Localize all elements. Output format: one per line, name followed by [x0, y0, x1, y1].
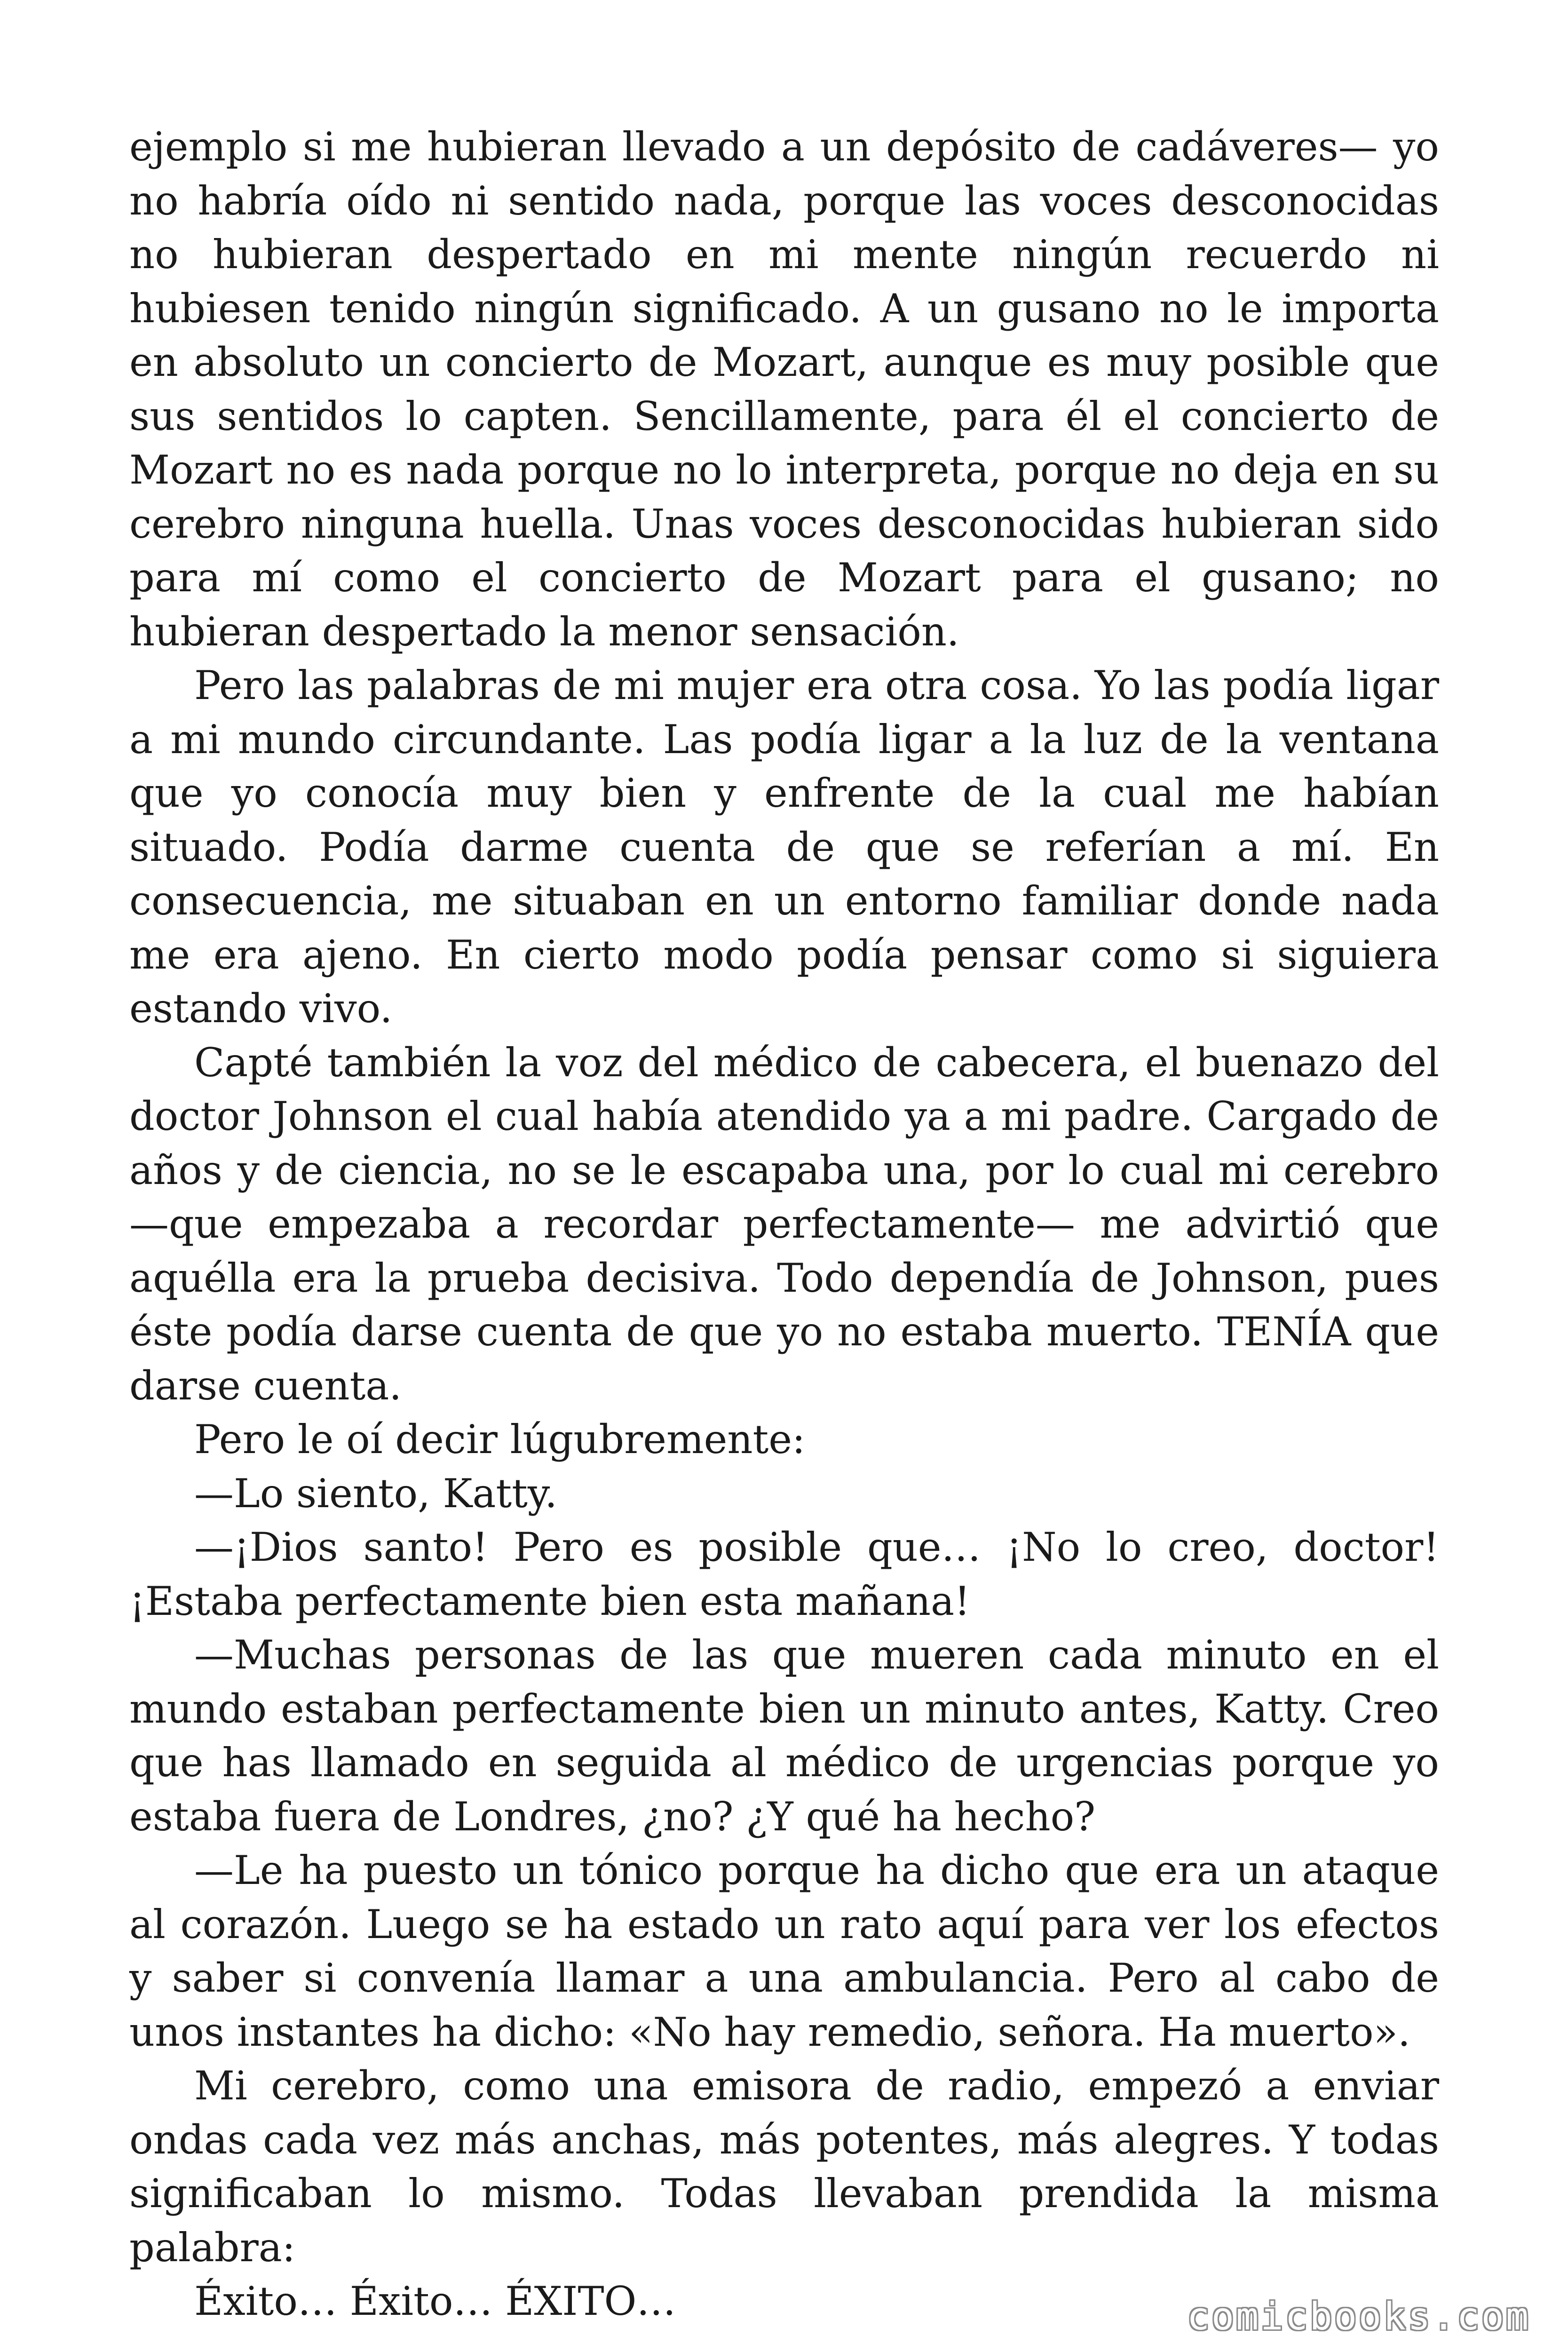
paragraph-7: —Muchas personas de las que mueren cada minuto en el mundo estaban perfectamente bien un minuto antes, Katty. Creo que has llamado en seguida al médico de urgencias porque yo estaba fuera de Londres, ¿no? ¿Y qué ha hecho?: [129, 1632, 1439, 1840]
paragraph-6: —¡Dios santo! Pero es posible que… ¡No lo creo, doctor! ¡Estaba perfectamente bien esta mañana!: [129, 1524, 1439, 1624]
paragraph-5: —Lo siento, Katty.: [194, 1470, 557, 1517]
page-text-body: [129, 120, 1439, 2328]
paragraph-2: Pero las palabras de mi mujer era otra cosa. Yo las podía ligar a mi mundo circundante. Las podía ligar a la luz de la ventana que yo conocía muy bien y enfrente de la cual me habían situado. Podía darme cuenta de que se referían a mí. En consecuencia, me situaban en un entorno familiar donde nada me era ajeno. En cierto modo podía pensar como si siguiera estando vivo.: [129, 662, 1439, 1032]
paragraph-4: Pero le oí decir lúgubremente:: [194, 1416, 806, 1462]
paragraph-9: Mi cerebro, como una emisora de radio, empezó a enviar ondas cada vez más anchas, más potentes, más alegres. Y todas significaban lo mismo. Todas llevaban prendida la misma palabra:: [129, 2063, 1439, 2271]
paragraph-8: —Le ha puesto un tónico porque ha dicho que era un ataque al corazón. Luego se ha estado un rato aquí para ver los efectos y saber si convenía llamar a una ambulancia. Pero al cabo de unos instantes ha dicho: «No hay remedio, señora. Ha muerto».: [129, 1847, 1439, 2055]
watermark: comicbooks.com: [1187, 2295, 1530, 2338]
paragraph-10: Éxito… Éxito… ÉXITO…: [194, 2278, 676, 2324]
paragraph-3: Capté también la voz del médico de cabecera, el buenazo del doctor Johnson el cual había atendido ya a mi padre. Cargado de años y de ciencia, no se le escapaba una, por lo cual mi cerebro —que empezaba a recordar perfectamente— me advirtió que aquélla era la prueba decisiva. Todo dependía de Johnson, pues éste podía darse cuenta de que yo no estaba muerto. TENÍA que darse cuenta.: [129, 1039, 1439, 1409]
paragraph-1: ejemplo si me hubieran llevado a un depósito de cadáveres— yo no habría oído ni sentido nada, porque las voces desconocidas no hubieran despertado en mi mente ningún recuerdo ni hubiesen tenido ningún significado. A un gusano no le importa en absoluto un concierto de Mozart, aunque es muy posible que sus sentidos lo capten. Sencillamente, para él el concierto de Mozart no es nada porque no lo interpreta, porque no deja en su cerebro ninguna huella. Unas voces desconocidas hubieran sido para mí como el concierto de Mozart para el gusano; no hubieran despertado la menor sensación.: [129, 124, 1439, 655]
